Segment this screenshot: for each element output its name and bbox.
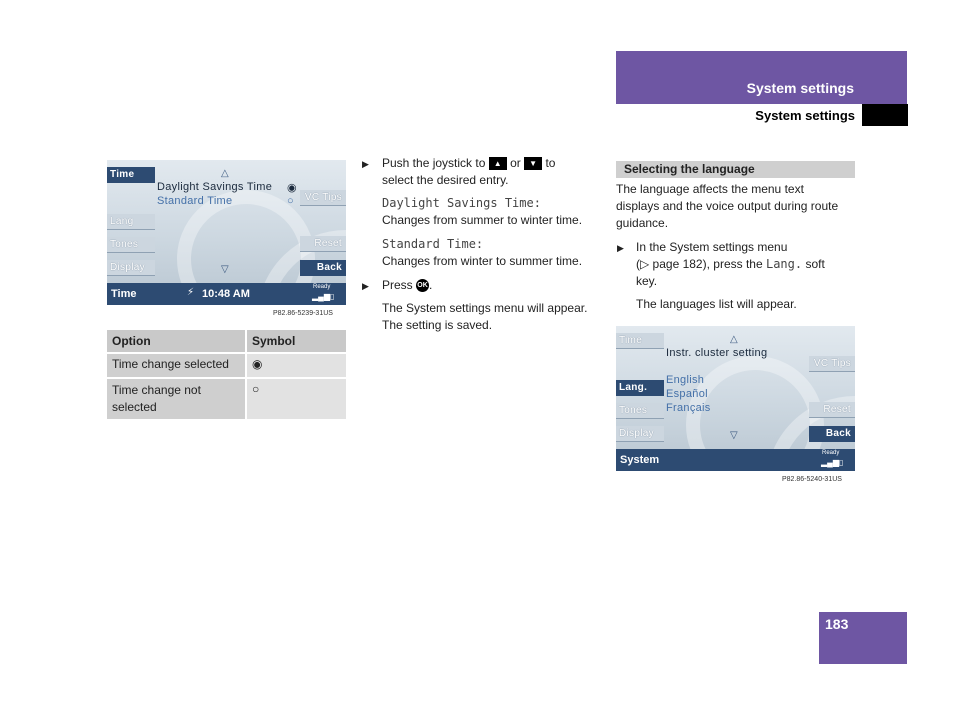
status-label: Time [111, 288, 137, 300]
tab-lang[interactable]: Lang. [616, 380, 664, 396]
back-button[interactable]: Back [300, 260, 346, 276]
lang-key-text: Lang. [765, 257, 803, 271]
screen-language-settings [616, 326, 855, 471]
step-text: . [429, 278, 433, 292]
down-arrow-icon: ▽ [730, 430, 738, 441]
section-heading-language: Selecting the language [616, 161, 855, 178]
down-arrow-icon: ▽ [221, 264, 229, 275]
std-label: Standard Time: [382, 237, 484, 251]
option-standard-time[interactable]: Standard Time [157, 195, 233, 207]
result-text: The setting is saved. [382, 318, 493, 332]
up-arrow-icon: △ [730, 334, 738, 345]
step-lang [636, 239, 861, 290]
signal-icon: ▂▄▆▯ [312, 292, 335, 301]
page-number: 183 [825, 616, 849, 632]
intro-text: guidance. [616, 216, 669, 230]
reset-button[interactable]: Reset [809, 402, 855, 418]
table-header-symbol: Symbol [246, 330, 346, 353]
step-text: In the System settings menu [636, 240, 788, 254]
vc-tips-button[interactable]: VC Tips [300, 190, 346, 206]
dst-label-text: Daylight Savings Time [382, 196, 534, 210]
step-text: or [510, 156, 521, 170]
table-header-option: Option [107, 330, 246, 353]
table-cell-option: Time change selected [107, 353, 246, 378]
step-text: (▷ page 182), press the [636, 257, 763, 271]
screen1-caption: P82.86-5239-31US [273, 310, 333, 317]
step-press-ok [382, 277, 432, 294]
tab-time[interactable]: Time [107, 167, 155, 183]
radio-selected-icon: ◉ [287, 182, 297, 194]
table-cell-option: Time change not selected [107, 378, 246, 420]
dst-description: Changes from summer to winter time. [382, 213, 583, 227]
screen-time-settings [107, 160, 346, 305]
language-option-espanol[interactable]: Español [666, 388, 708, 400]
clock: 10:48 AM [202, 288, 250, 300]
menu-title: Instr. cluster setting [666, 347, 768, 359]
bullet-icon: ▶ [362, 159, 369, 169]
status-bar [616, 449, 855, 471]
table-row [107, 378, 346, 420]
tab-tones[interactable]: Tones [107, 237, 155, 253]
satellite-icon: ⚡ [187, 287, 195, 298]
result-text: The System settings menu will appear. [382, 301, 588, 315]
tab-tones[interactable]: Tones [616, 403, 664, 419]
back-button[interactable]: Back [809, 426, 855, 442]
step-text: Press [382, 278, 413, 292]
ready-label: Ready [822, 450, 840, 456]
language-option-francais[interactable]: Français [666, 402, 711, 414]
step-text: Push the joystick to [382, 156, 486, 170]
table-cell-symbol: ○ [246, 378, 346, 420]
tab-time[interactable]: Time [616, 333, 664, 349]
table-cell-symbol: ◉ [246, 353, 346, 378]
up-arrow-icon: △ [221, 168, 229, 179]
language-option-english[interactable]: English [666, 374, 705, 386]
step-text: key. [636, 274, 658, 288]
tab-display[interactable]: Display [107, 260, 155, 276]
option-symbol-table [107, 330, 346, 421]
signal-icon: ▂▄▆▯ [821, 458, 844, 467]
ok-key-icon: OK [416, 279, 429, 292]
bullet-icon: ▶ [617, 243, 624, 253]
down-key-icon: ▼ [524, 157, 542, 170]
reset-button[interactable]: Reset [300, 236, 346, 252]
step-result [382, 300, 607, 334]
up-key-icon: ▲ [489, 157, 507, 170]
screen2-caption: P82.86-5240-31US [782, 476, 842, 483]
section-title: System settings [746, 80, 854, 96]
language-intro [616, 181, 861, 232]
intro-text: The language affects the menu text [616, 182, 804, 196]
step-text: to [545, 156, 556, 170]
step-text: select the desired entry. [382, 173, 509, 187]
tab-display[interactable]: Display [616, 426, 664, 442]
option-daylight-savings[interactable]: Daylight Savings Time [157, 181, 273, 193]
status-label: System [620, 454, 660, 466]
dst-label: Daylight Savings Time: [382, 196, 541, 210]
header-band [616, 51, 907, 104]
header-marker [862, 104, 908, 126]
table-row [107, 353, 346, 378]
lang-result: The languages list will appear. [636, 297, 797, 311]
section-subtitle: System settings [755, 108, 855, 123]
tab-lang[interactable]: Lang [107, 214, 155, 230]
bullet-icon: ▶ [362, 281, 369, 291]
status-bar [107, 283, 346, 305]
vc-tips-button[interactable]: VC Tips [809, 356, 855, 372]
radio-unselected-icon: ○ [287, 195, 294, 207]
std-description: Changes from winter to summer time. [382, 254, 583, 268]
step-text: soft [805, 257, 825, 271]
ready-label: Ready [313, 284, 331, 290]
std-label-text: Standard Time [382, 237, 476, 251]
intro-text: displays and the voice output during route [616, 199, 839, 213]
step-joystick [382, 155, 607, 189]
